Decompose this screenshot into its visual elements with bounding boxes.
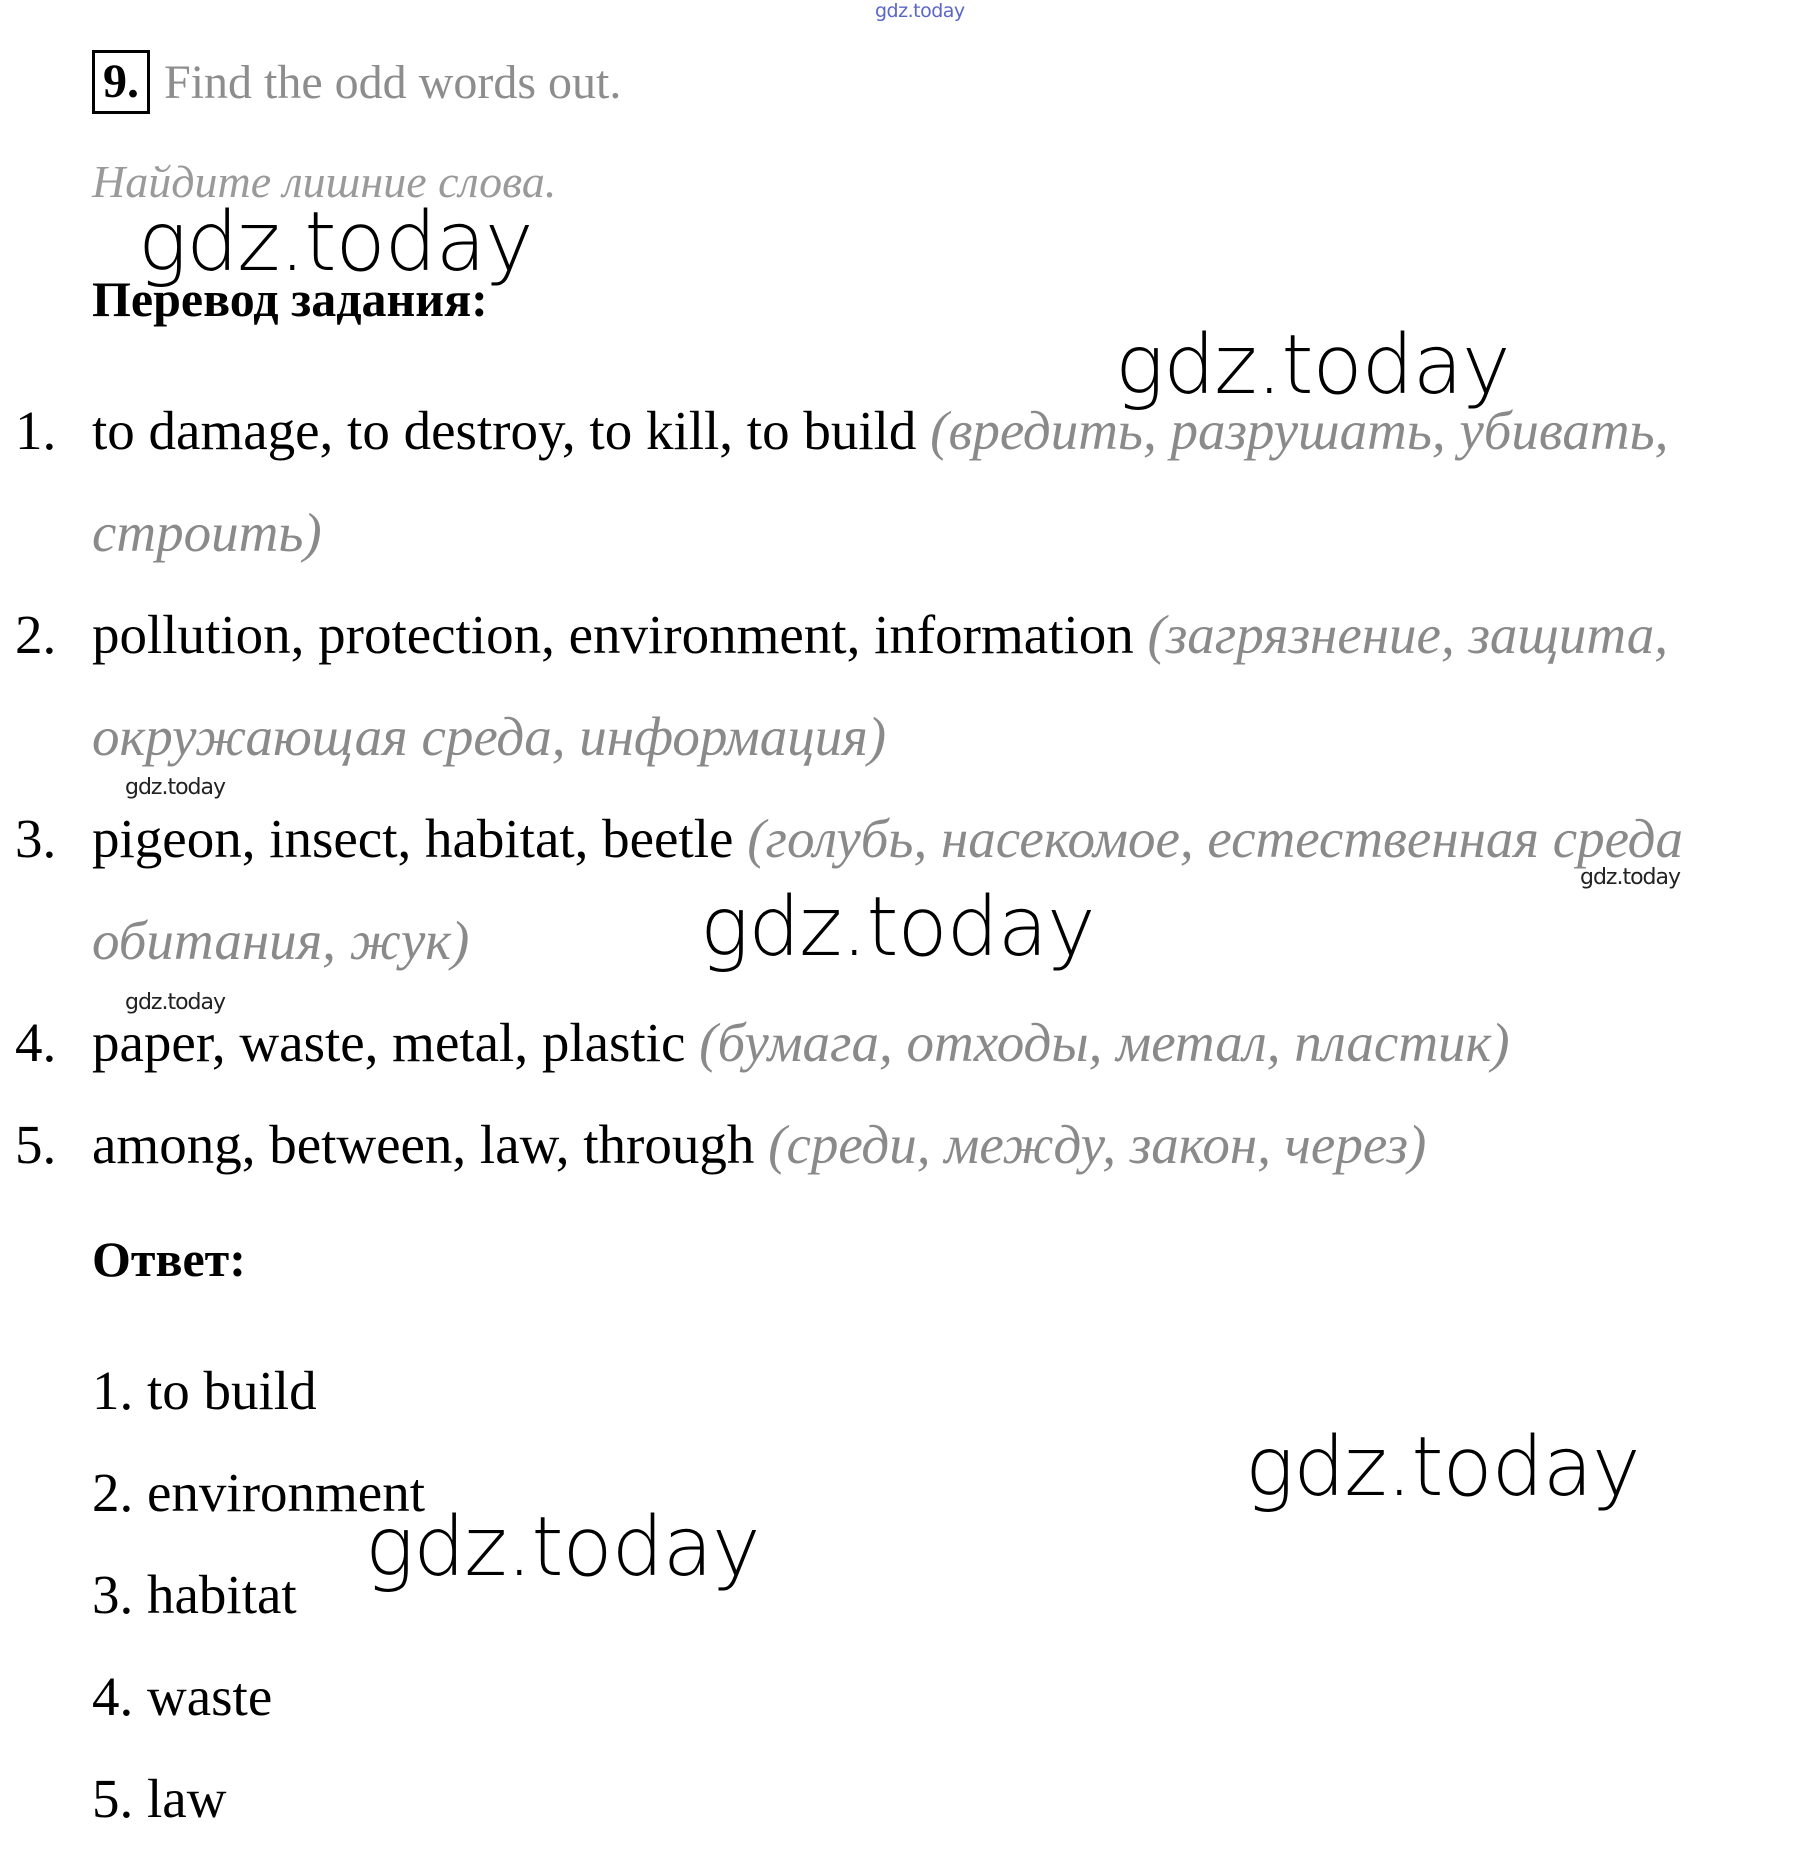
answer-list xyxy=(92,1340,425,1850)
task-translation: (загрязнение, защита, окружающая среда, информация) xyxy=(92,604,1669,767)
task-number: 4. xyxy=(15,1012,57,1073)
watermark: gdz.today xyxy=(700,880,1095,975)
exercise-header xyxy=(92,50,621,114)
task-words: to damage, to destroy, to kill, to build xyxy=(92,400,917,461)
answer-item: 1. to build xyxy=(92,1360,317,1421)
task-number: 5. xyxy=(15,1114,57,1175)
task-translation: (бумага, отходы, метал, пластик) xyxy=(699,1012,1510,1073)
exercise-title: Find the odd words out. xyxy=(164,55,622,109)
answer-heading: Ответ: xyxy=(92,1231,246,1287)
task-item xyxy=(0,1094,1819,1196)
task-words: pigeon, insect, habitat, beetle xyxy=(92,808,734,869)
task-words: among, between, law, through xyxy=(92,1114,755,1175)
watermark: gdz.today xyxy=(365,1500,760,1595)
task-item xyxy=(0,380,1819,584)
answer-item: 5. law xyxy=(92,1768,227,1829)
site-mark: gdz.today xyxy=(875,0,965,22)
task-item xyxy=(0,584,1819,788)
task-words: pollution, protection, environment, information xyxy=(92,604,1134,665)
answer-item: 3. habitat xyxy=(92,1564,297,1625)
watermark: gdz.today xyxy=(138,195,533,290)
task-translation: (вредить, разрушать, убивать, строить) xyxy=(92,400,1669,563)
task-translation: (среди, между, закон, через) xyxy=(768,1114,1427,1175)
task-words: paper, waste, metal, plastic xyxy=(92,1012,686,1073)
translation-heading: Перевод задания: xyxy=(92,271,488,327)
task-translation: (голубь, насекомое, естественная среда обитания, жук) xyxy=(92,808,1683,971)
task-item xyxy=(0,992,1819,1094)
exercise-number: 9. xyxy=(92,50,150,114)
task-number: 3. xyxy=(15,808,57,869)
answer-item: 4. waste xyxy=(92,1666,273,1727)
watermark: gdz.today xyxy=(1115,318,1510,413)
task-number: 1. xyxy=(15,400,57,461)
task-list xyxy=(0,380,1819,1196)
answer-item: 2. environment xyxy=(92,1462,425,1523)
watermark: gdz.today xyxy=(125,775,226,800)
exercise-subtitle: Найдите лишние слова. xyxy=(92,156,557,207)
watermark: gdz.today xyxy=(1245,1420,1640,1515)
task-number: 2. xyxy=(15,604,57,665)
watermark: gdz.today xyxy=(125,990,226,1015)
watermark: gdz.today xyxy=(1580,865,1681,890)
